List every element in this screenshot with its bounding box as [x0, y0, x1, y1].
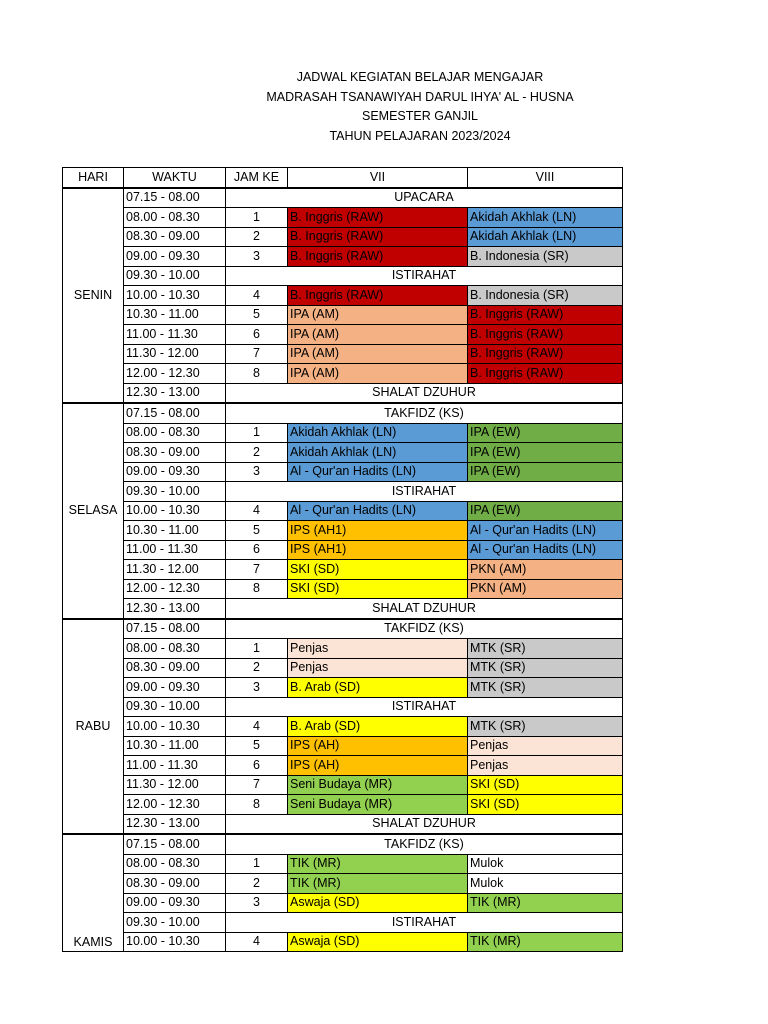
table-row: [63, 482, 623, 502]
class-vii-subject-cell: B. Inggris (RAW): [288, 286, 468, 306]
table-row: [63, 893, 623, 913]
time-cell: 08.00 - 08.30: [124, 639, 226, 659]
table-row: [63, 639, 623, 659]
table-row: [63, 599, 623, 619]
table-row: [63, 344, 623, 364]
time-cell: 12.00 - 12.30: [124, 795, 226, 815]
day-name-cell: SELASA: [63, 403, 124, 619]
day-name-cell: KAMIS: [63, 834, 124, 952]
table-row: [63, 521, 623, 541]
class-vii-subject-cell: IPA (AM): [288, 305, 468, 325]
time-cell: 11.00 - 11.30: [124, 756, 226, 776]
table-row: [63, 854, 623, 874]
title-line-3: SEMESTER GANJIL: [362, 109, 478, 123]
table-row: [63, 305, 623, 325]
class-viii-subject-cell: IPA (EW): [468, 443, 623, 463]
activity-cell: ISTIRAHAT: [226, 697, 623, 717]
class-vii-subject-cell: Aswaja (SD): [288, 893, 468, 913]
table-row: [63, 717, 623, 737]
table-row: [63, 383, 623, 403]
class-viii-subject-cell: SKI (SD): [468, 795, 623, 815]
activity-cell: ISTIRAHAT: [226, 913, 623, 933]
period-number-cell: 5: [226, 521, 288, 541]
table-row: [63, 775, 623, 795]
activity-cell: SHALAT DZUHUR: [226, 814, 623, 834]
time-cell: 08.30 - 09.00: [124, 874, 226, 894]
time-cell: 08.30 - 09.00: [124, 658, 226, 678]
period-number-cell: 3: [226, 462, 288, 482]
class-viii-subject-cell: B. Inggris (RAW): [468, 325, 623, 345]
time-cell: 09.00 - 09.30: [124, 893, 226, 913]
time-cell: 08.00 - 08.30: [124, 854, 226, 874]
table-row: [63, 364, 623, 384]
table-row: [63, 932, 623, 952]
table-header-row: [63, 168, 623, 188]
class-viii-subject-cell: B. Inggris (RAW): [468, 364, 623, 384]
class-viii-subject-cell: MTK (SR): [468, 678, 623, 698]
time-cell: 11.30 - 12.00: [124, 344, 226, 364]
activity-cell: SHALAT DZUHUR: [226, 383, 623, 403]
period-number-cell: 1: [226, 208, 288, 228]
table-row: [63, 795, 623, 815]
time-cell: 08.30 - 09.00: [124, 227, 226, 247]
period-number-cell: 1: [226, 423, 288, 443]
time-cell: 07.15 - 08.00: [124, 834, 226, 854]
table-row: [63, 834, 623, 854]
class-viii-subject-cell: Akidah Akhlak (LN): [468, 208, 623, 228]
time-cell: 10.30 - 11.00: [124, 736, 226, 756]
time-cell: 08.00 - 08.30: [124, 423, 226, 443]
period-number-cell: 1: [226, 639, 288, 659]
table-row: [63, 227, 623, 247]
class-vii-subject-cell: B. Inggris (RAW): [288, 227, 468, 247]
period-number-cell: 7: [226, 344, 288, 364]
time-cell: 10.30 - 11.00: [124, 521, 226, 541]
class-vii-subject-cell: IPA (AM): [288, 364, 468, 384]
class-vii-subject-cell: Akidah Akhlak (LN): [288, 423, 468, 443]
period-number-cell: 5: [226, 736, 288, 756]
time-cell: 11.30 - 12.00: [124, 560, 226, 580]
period-number-cell: 3: [226, 247, 288, 267]
table-row: [63, 874, 623, 894]
class-viii-subject-cell: Mulok: [468, 854, 623, 874]
class-viii-subject-cell: Akidah Akhlak (LN): [468, 227, 623, 247]
period-number-cell: 2: [226, 658, 288, 678]
class-vii-subject-cell: B. Arab (SD): [288, 717, 468, 737]
class-vii-subject-cell: Al - Qur'an Hadits (LN): [288, 462, 468, 482]
time-cell: 10.00 - 10.30: [124, 501, 226, 521]
class-vii-subject-cell: IPS (AH1): [288, 521, 468, 541]
schedule-body: [63, 188, 623, 952]
class-viii-subject-cell: IPA (EW): [468, 501, 623, 521]
period-number-cell: 3: [226, 678, 288, 698]
period-number-cell: 4: [226, 717, 288, 737]
class-viii-subject-cell: B. Inggris (RAW): [468, 305, 623, 325]
class-viii-subject-cell: Al - Qur'an Hadits (LN): [468, 540, 623, 560]
table-row: [63, 756, 623, 776]
activity-cell: ISTIRAHAT: [226, 266, 623, 286]
class-viii-subject-cell: SKI (SD): [468, 775, 623, 795]
class-viii-subject-cell: MTK (SR): [468, 658, 623, 678]
class-viii-subject-cell: TIK (MR): [468, 893, 623, 913]
time-cell: 11.00 - 11.30: [124, 325, 226, 345]
table-row: [63, 697, 623, 717]
class-viii-subject-cell: B. Inggris (RAW): [468, 344, 623, 364]
table-row: [63, 286, 623, 306]
table-row: [63, 501, 623, 521]
table-row: [63, 814, 623, 834]
table-row: [63, 247, 623, 267]
class-viii-subject-cell: IPA (EW): [468, 423, 623, 443]
class-vii-subject-cell: TIK (MR): [288, 854, 468, 874]
period-number-cell: 8: [226, 579, 288, 599]
time-cell: 09.30 - 10.00: [124, 913, 226, 933]
activity-cell: UPACARA: [226, 188, 623, 208]
document-header: [0, 68, 768, 146]
activity-cell: TAKFIDZ (KS): [226, 403, 623, 423]
class-viii-subject-cell: Penjas: [468, 736, 623, 756]
time-cell: 09.30 - 10.00: [124, 697, 226, 717]
title-line-2: MADRASAH TSANAWIYAH DARUL IHYA' AL - HUSNA: [266, 89, 574, 104]
title-line-4: TAHUN PELAJARAN 2023/2024: [329, 128, 511, 143]
time-cell: 12.30 - 13.00: [124, 599, 226, 619]
class-vii-subject-cell: IPA (AM): [288, 325, 468, 345]
table-row: [63, 325, 623, 345]
period-number-cell: 6: [226, 756, 288, 776]
period-number-cell: 4: [226, 932, 288, 952]
column-header-hari: HARI: [63, 168, 124, 188]
period-number-cell: 4: [226, 286, 288, 306]
class-viii-subject-cell: PKN (AM): [468, 560, 623, 580]
period-number-cell: 4: [226, 501, 288, 521]
table-row: [63, 560, 623, 580]
table-row: [63, 443, 623, 463]
period-number-cell: 6: [226, 540, 288, 560]
class-viii-subject-cell: Penjas: [468, 756, 623, 776]
class-viii-subject-cell: MTK (SR): [468, 717, 623, 737]
period-number-cell: 7: [226, 560, 288, 580]
time-cell: 08.00 - 08.30: [124, 208, 226, 228]
class-vii-subject-cell: B. Inggris (RAW): [288, 247, 468, 267]
class-vii-subject-cell: IPS (AH): [288, 736, 468, 756]
time-cell: 07.15 - 08.00: [124, 403, 226, 423]
table-row: [63, 736, 623, 756]
period-number-cell: 5: [226, 305, 288, 325]
table-row: [63, 208, 623, 228]
class-viii-subject-cell: TIK (MR): [468, 932, 623, 952]
class-viii-subject-cell: MTK (SR): [468, 639, 623, 659]
day-name-cell: RABU: [63, 619, 124, 835]
table-row: [63, 188, 623, 208]
schedule-table: [62, 167, 623, 952]
class-vii-subject-cell: Penjas: [288, 658, 468, 678]
time-cell: 12.30 - 13.00: [124, 814, 226, 834]
class-vii-subject-cell: Seni Budaya (MR): [288, 775, 468, 795]
time-cell: 07.15 - 08.00: [124, 619, 226, 639]
class-viii-subject-cell: B. Indonesia (SR): [468, 247, 623, 267]
period-number-cell: 6: [226, 325, 288, 345]
day-name-cell: SENIN: [63, 188, 124, 404]
time-cell: 07.15 - 08.00: [124, 188, 226, 208]
time-cell: 12.00 - 12.30: [124, 364, 226, 384]
class-vii-subject-cell: Seni Budaya (MR): [288, 795, 468, 815]
time-cell: 11.30 - 12.00: [124, 775, 226, 795]
class-vii-subject-cell: IPA (AM): [288, 344, 468, 364]
class-viii-subject-cell: B. Indonesia (SR): [468, 286, 623, 306]
class-vii-subject-cell: B. Arab (SD): [288, 678, 468, 698]
time-cell: 10.00 - 10.30: [124, 932, 226, 952]
time-cell: 09.30 - 10.00: [124, 266, 226, 286]
period-number-cell: 2: [226, 443, 288, 463]
activity-cell: TAKFIDZ (KS): [226, 834, 623, 854]
class-viii-subject-cell: PKN (AM): [468, 579, 623, 599]
table-row: [63, 913, 623, 933]
class-vii-subject-cell: Aswaja (SD): [288, 932, 468, 952]
column-header-vii: VII: [288, 168, 468, 188]
class-viii-subject-cell: Al - Qur'an Hadits (LN): [468, 521, 623, 541]
class-vii-subject-cell: Al - Qur'an Hadits (LN): [288, 501, 468, 521]
period-number-cell: 1: [226, 854, 288, 874]
column-header-jam: JAM KE: [226, 168, 288, 188]
time-cell: 12.00 - 12.30: [124, 579, 226, 599]
table-row: [63, 266, 623, 286]
time-cell: 10.00 - 10.30: [124, 717, 226, 737]
activity-cell: ISTIRAHAT: [226, 482, 623, 502]
class-viii-subject-cell: IPA (EW): [468, 462, 623, 482]
table-row: [63, 462, 623, 482]
table-row: [63, 619, 623, 639]
period-number-cell: 2: [226, 227, 288, 247]
period-number-cell: 8: [226, 795, 288, 815]
table-row: [63, 678, 623, 698]
period-number-cell: 8: [226, 364, 288, 384]
activity-cell: SHALAT DZUHUR: [226, 599, 623, 619]
class-vii-subject-cell: SKI (SD): [288, 579, 468, 599]
time-cell: 09.00 - 09.30: [124, 678, 226, 698]
activity-cell: TAKFIDZ (KS): [226, 619, 623, 639]
time-cell: 10.30 - 11.00: [124, 305, 226, 325]
time-cell: 12.30 - 13.00: [124, 383, 226, 403]
time-cell: 09.00 - 09.30: [124, 462, 226, 482]
period-number-cell: 2: [226, 874, 288, 894]
table-row: [63, 540, 623, 560]
table-row: [63, 658, 623, 678]
class-vii-subject-cell: Penjas: [288, 639, 468, 659]
period-number-cell: 3: [226, 893, 288, 913]
title-line-1: JADWAL KEGIATAN BELAJAR MENGAJAR: [296, 70, 544, 84]
period-number-cell: 7: [226, 775, 288, 795]
class-vii-subject-cell: IPS (AH1): [288, 540, 468, 560]
column-header-viii: VIII: [468, 168, 623, 188]
class-vii-subject-cell: B. Inggris (RAW): [288, 208, 468, 228]
time-cell: 10.00 - 10.30: [124, 286, 226, 306]
time-cell: 11.00 - 11.30: [124, 540, 226, 560]
column-header-waktu: WAKTU: [124, 168, 226, 188]
table-row: [63, 403, 623, 423]
class-vii-subject-cell: TIK (MR): [288, 874, 468, 894]
time-cell: 09.00 - 09.30: [124, 247, 226, 267]
class-viii-subject-cell: Mulok: [468, 874, 623, 894]
class-vii-subject-cell: IPS (AH): [288, 756, 468, 776]
class-vii-subject-cell: SKI (SD): [288, 560, 468, 580]
table-row: [63, 579, 623, 599]
class-vii-subject-cell: Akidah Akhlak (LN): [288, 443, 468, 463]
time-cell: 09.30 - 10.00: [124, 482, 226, 502]
table-row: [63, 423, 623, 443]
time-cell: 08.30 - 09.00: [124, 443, 226, 463]
